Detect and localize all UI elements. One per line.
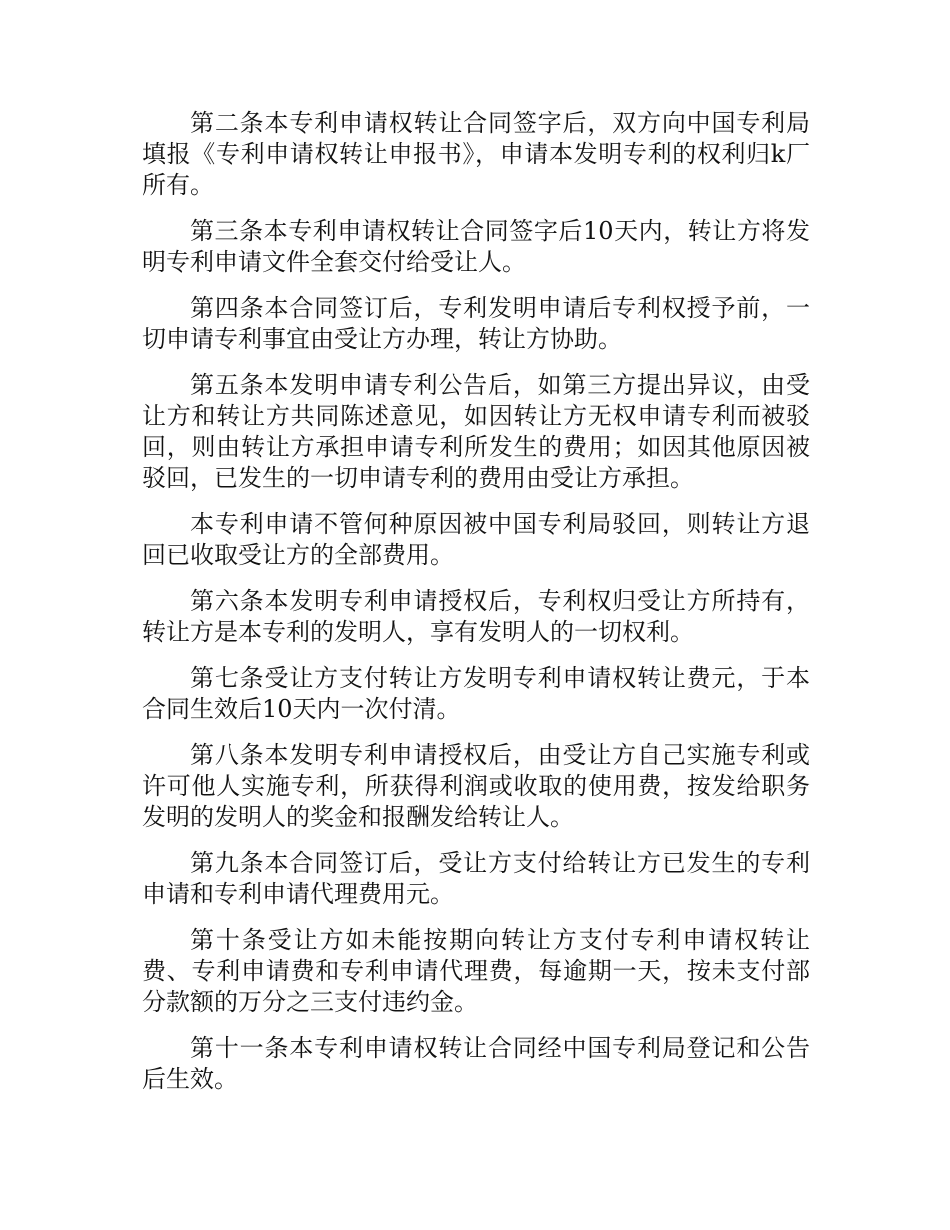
clause-5-paragraph: 第五条本发明申请专利公告后，如第三方提出异议，由受让方和转让方共同陈述意见，如因转让方无权申请专利而被驳回，则由转让方承担申请专利所发生的费用；如因其他原因被驳回，已发生的一切申请专利的费用由受让方承担。 [142,371,810,492]
clause-10-paragraph: 第十条受让方如未能按期向转让方支付专利申请权转让费、专利申请费和专利申请代理费，每逾期一天，按未支付部分款额的万分之三支付违约金。 [142,926,810,1016]
document-page [142,108,810,1110]
clause-2-paragraph: 第二条本专利申请权转让合同签字后，双方向中国专利局填报《专利申请权转让申报书》，申请本发明专利的权利归k厂所有。 [142,109,810,199]
clause-3-paragraph: 第三条本专利申请权转让合同签字后10天内，转让方将发明专利申请文件全套交付给受让人。 [142,217,810,276]
clause-11-paragraph: 第十一条本专利申请权转让合同经中国专利局登记和公告后生效。 [142,1034,810,1093]
clause-8-paragraph: 第八条本发明专利申请授权后，由受让方自己实施专利或许可他人实施专利，所获得利润或收取的使用费，按发给职务发明的发明人的奖金和报酬发给转让人。 [142,741,810,831]
refund-paragraph: 本专利申请不管何种原因被中国专利局驳回，则转让方退回已收取受让方的全部费用。 [142,510,810,569]
clause-6-paragraph: 第六条本发明专利申请授权后，专利权归受让方所持有，转让方是本专利的发明人，享有发明人的一切权利。 [142,587,810,646]
clause-9-paragraph: 第九条本合同签订后，受让方支付给转让方已发生的专利申请和专利申请代理费用元。 [142,849,810,908]
clause-7-paragraph: 第七条受让方支付转让方发明专利申请权转让费元，于本合同生效后10天内一次付清。 [142,664,810,723]
clause-4-paragraph: 第四条本合同签订后，专利发明申请后专利权授予前，一切申请专利事宜由受让方办理，转让方协助。 [142,294,810,353]
